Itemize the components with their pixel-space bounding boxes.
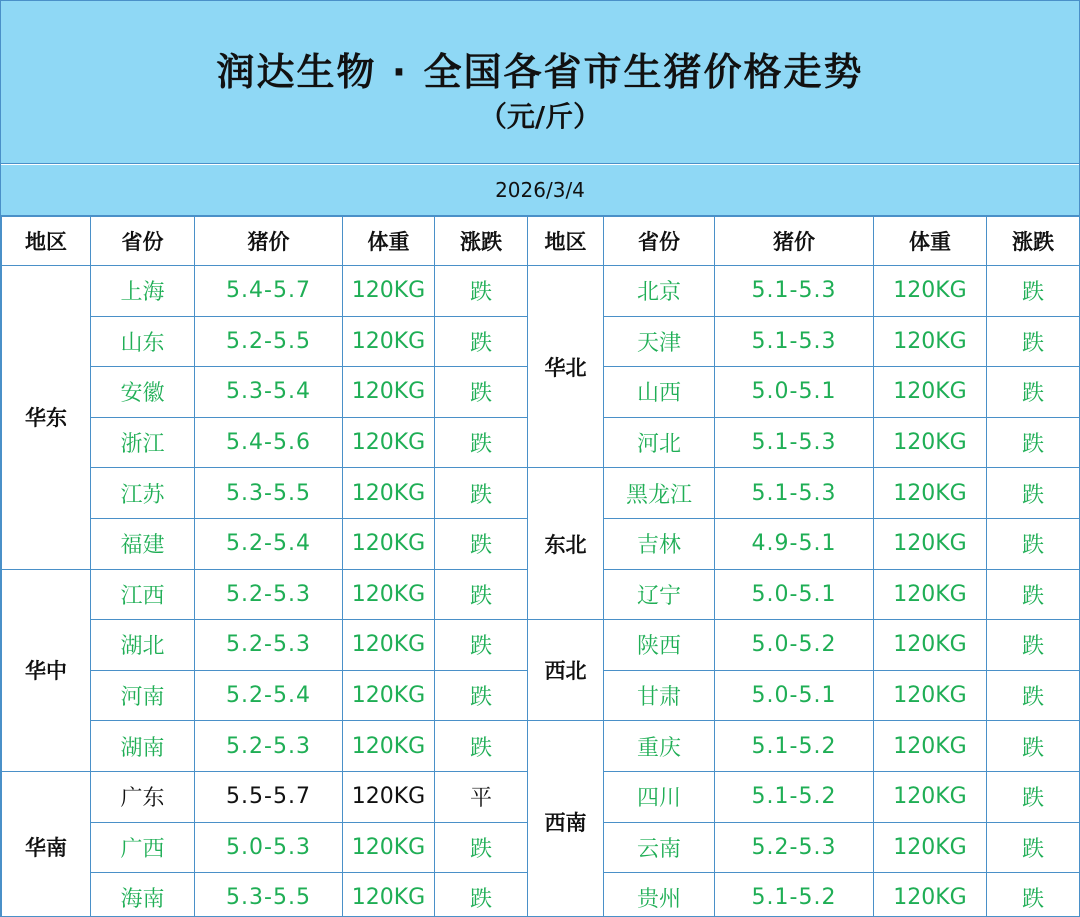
price-cell: 5.1-5.2: [715, 721, 874, 772]
province-cell: 湖南: [91, 721, 195, 772]
trend-cell: 跌: [435, 468, 528, 519]
weight-cell: 120KG: [343, 518, 435, 569]
weight-cell: 120KG: [874, 316, 987, 367]
col-header-price: 猪价: [715, 217, 874, 266]
price-cell: 5.1-5.3: [715, 316, 874, 367]
trend-cell: 跌: [435, 417, 528, 468]
price-table: [1, 216, 1080, 917]
region-cell: 东北: [528, 468, 604, 620]
weight-cell: 120KG: [343, 266, 435, 317]
col-header-province: 省份: [604, 217, 715, 266]
table-row: [2, 266, 1080, 317]
weight-cell: 120KG: [874, 417, 987, 468]
col-header-price: 猪价: [195, 217, 343, 266]
weight-cell: 120KG: [343, 417, 435, 468]
trend-cell: 跌: [987, 569, 1080, 620]
region-cell: 华东: [2, 266, 91, 570]
province-cell: 甘肃: [604, 670, 715, 721]
province-cell: 辽宁: [604, 569, 715, 620]
col-header-weight: 体重: [343, 217, 435, 266]
trend-cell: 跌: [435, 569, 528, 620]
weight-cell: 120KG: [343, 367, 435, 418]
trend-cell: 跌: [435, 620, 528, 671]
trend-cell: 跌: [435, 367, 528, 418]
province-cell: 黑龙江: [604, 468, 715, 519]
trend-cell: 跌: [987, 417, 1080, 468]
province-cell: 北京: [604, 266, 715, 317]
weight-cell: 120KG: [874, 771, 987, 822]
table-row: [2, 620, 1080, 671]
price-cell: 5.2-5.3: [195, 569, 343, 620]
region-cell: 西北: [528, 620, 604, 721]
weight-cell: 120KG: [874, 620, 987, 671]
price-cell: 5.4-5.6: [195, 417, 343, 468]
weight-cell: 120KG: [874, 518, 987, 569]
weight-cell: 120KG: [874, 822, 987, 873]
unit-label: （元/斤）: [478, 100, 602, 133]
weight-cell: 120KG: [343, 569, 435, 620]
province-cell: 山东: [91, 316, 195, 367]
price-cell: 5.0-5.1: [715, 367, 874, 418]
trend-cell: 跌: [987, 721, 1080, 772]
weight-cell: 120KG: [343, 468, 435, 519]
province-cell: 河南: [91, 670, 195, 721]
price-cell: 4.9-5.1: [715, 518, 874, 569]
price-cell: 5.0-5.3: [195, 822, 343, 873]
col-header-trend: 涨跌: [987, 217, 1080, 266]
price-cell: 5.1-5.3: [715, 417, 874, 468]
province-cell: 吉林: [604, 518, 715, 569]
province-cell: 湖北: [91, 620, 195, 671]
region-cell: 华南: [2, 771, 91, 917]
province-cell: 上海: [91, 266, 195, 317]
price-cell: 5.2-5.3: [715, 822, 874, 873]
weight-cell: 120KG: [343, 620, 435, 671]
trend-cell: 跌: [987, 670, 1080, 721]
region-cell: 华中: [2, 569, 91, 771]
province-cell: 四川: [604, 771, 715, 822]
price-cell: 5.2-5.3: [195, 620, 343, 671]
trend-cell: 跌: [435, 518, 528, 569]
province-cell: 天津: [604, 316, 715, 367]
trend-cell: 跌: [987, 822, 1080, 873]
price-cell: 5.2-5.4: [195, 518, 343, 569]
province-cell: 浙江: [91, 417, 195, 468]
trend-cell: 平: [435, 771, 528, 822]
col-header-region: 地区: [528, 217, 604, 266]
col-header-province: 省份: [91, 217, 195, 266]
date-label: 2026/3/4: [1, 165, 1079, 216]
province-cell: 重庆: [604, 721, 715, 772]
province-cell: 福建: [91, 518, 195, 569]
page-title: 润达生物 · 全国各省市生猪价格走势: [216, 50, 864, 94]
price-cell: 5.0-5.1: [715, 670, 874, 721]
price-cell: 5.3-5.5: [195, 468, 343, 519]
price-cell: 5.1-5.2: [715, 873, 874, 917]
province-cell: 陕西: [604, 620, 715, 671]
price-cell: 5.2-5.3: [195, 721, 343, 772]
region-cell: 华北: [528, 266, 604, 468]
table-row: [2, 721, 1080, 772]
table-header-row: [2, 217, 1080, 266]
trend-cell: 跌: [987, 873, 1080, 917]
weight-cell: 120KG: [874, 367, 987, 418]
trend-cell: 跌: [435, 721, 528, 772]
trend-cell: 跌: [987, 620, 1080, 671]
trend-cell: 跌: [987, 771, 1080, 822]
trend-cell: 跌: [987, 266, 1080, 317]
province-cell: 贵州: [604, 873, 715, 917]
price-cell: 5.3-5.5: [195, 873, 343, 917]
price-cell: 5.1-5.2: [715, 771, 874, 822]
price-cell: 5.1-5.3: [715, 468, 874, 519]
weight-cell: 120KG: [343, 873, 435, 917]
weight-cell: 120KG: [874, 468, 987, 519]
trend-cell: 跌: [987, 316, 1080, 367]
table-row: [2, 468, 1080, 519]
trend-cell: 跌: [435, 822, 528, 873]
price-cell: 5.0-5.2: [715, 620, 874, 671]
province-cell: 云南: [604, 822, 715, 873]
trend-cell: 跌: [987, 518, 1080, 569]
province-cell: 安徽: [91, 367, 195, 418]
weight-cell: 120KG: [343, 670, 435, 721]
table-body: [2, 266, 1080, 917]
province-cell: 江西: [91, 569, 195, 620]
weight-cell: 120KG: [343, 771, 435, 822]
weight-cell: 120KG: [343, 721, 435, 772]
province-cell: 海南: [91, 873, 195, 917]
weight-cell: 120KG: [343, 822, 435, 873]
price-cell: 5.2-5.4: [195, 670, 343, 721]
price-cell: 5.2-5.5: [195, 316, 343, 367]
weight-cell: 120KG: [874, 873, 987, 917]
weight-cell: 120KG: [874, 569, 987, 620]
province-cell: 河北: [604, 417, 715, 468]
trend-cell: 跌: [435, 266, 528, 317]
col-header-region: 地区: [2, 217, 91, 266]
province-cell: 广西: [91, 822, 195, 873]
price-cell: 5.1-5.3: [715, 266, 874, 317]
weight-cell: 120KG: [874, 670, 987, 721]
col-header-trend: 涨跌: [435, 217, 528, 266]
region-cell: 西南: [528, 721, 604, 917]
title-band: [1, 1, 1079, 164]
price-cell: 5.4-5.7: [195, 266, 343, 317]
weight-cell: 120KG: [874, 266, 987, 317]
trend-cell: 跌: [987, 468, 1080, 519]
col-header-weight: 体重: [874, 217, 987, 266]
price-cell: 5.5-5.7: [195, 771, 343, 822]
province-cell: 江苏: [91, 468, 195, 519]
trend-cell: 跌: [987, 367, 1080, 418]
trend-cell: 跌: [435, 670, 528, 721]
price-cell: 5.3-5.4: [195, 367, 343, 418]
price-cell: 5.0-5.1: [715, 569, 874, 620]
weight-cell: 120KG: [343, 316, 435, 367]
province-cell: 山西: [604, 367, 715, 418]
trend-cell: 跌: [435, 316, 528, 367]
trend-cell: 跌: [435, 873, 528, 917]
province-cell: 广东: [91, 771, 195, 822]
weight-cell: 120KG: [874, 721, 987, 772]
